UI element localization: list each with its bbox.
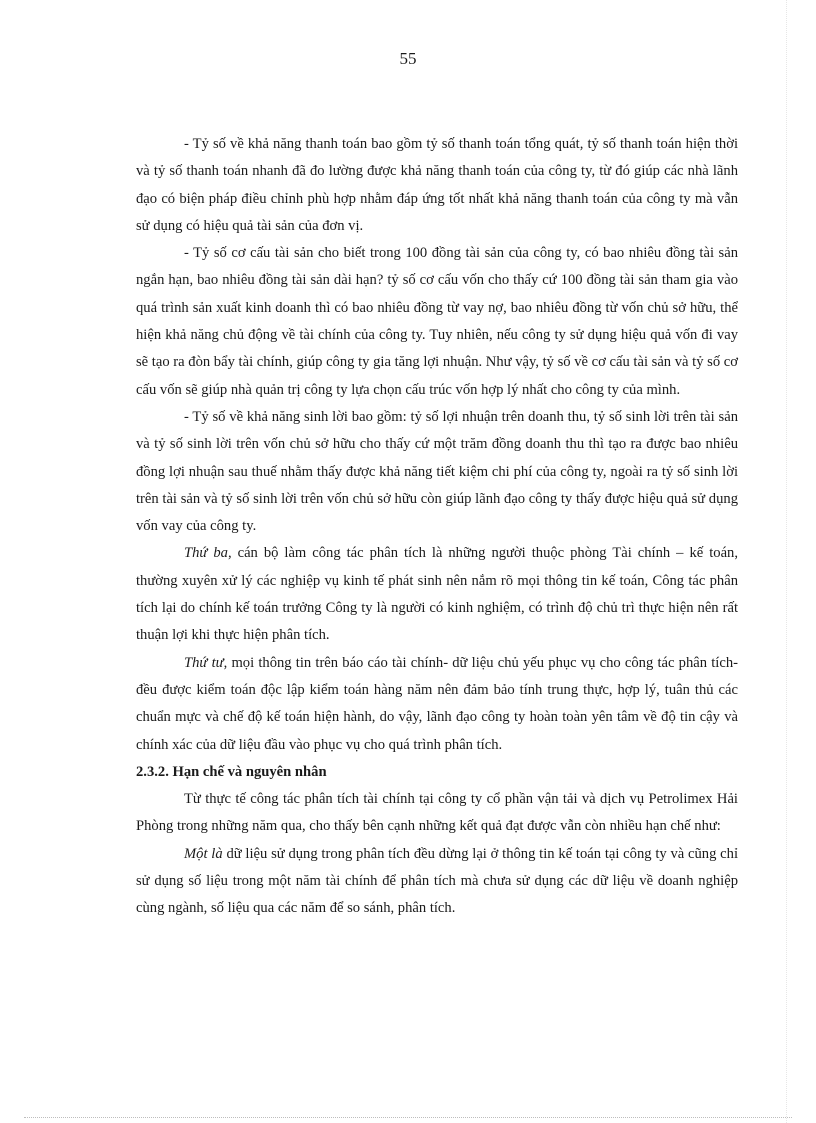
text-mot-la: dữ liệu sử dụng trong phân tích đều dừng lại ở thông tin kế toán tại công ty và cũng chỉ sử dụng số liệu trong một năm tài chính để phân tích mà chưa sử dụng các dữ liệu về doanh nghiệp cùng ngành, số liệu qua các năm để so sánh, phân tích. [136, 845, 739, 917]
page-number: 55 [399, 49, 417, 68]
lead-thu-tu: Thứ tư [184, 654, 224, 671]
lead-mot-la: Một là [184, 845, 223, 862]
paragraph-profitability-ratios: - Tỷ số về khả năng sinh lời bao gồm: tỷ số lợi nhuận trên doanh thu, tỷ số sinh lời trên tài sản và tỷ số sinh lời trên vốn chủ sở hữu cho thấy cứ một trăm đồng doanh thu thì tạo ra được bao nhiêu đồng lợi nhuận sau thuế nhằm thấy được khả năng tiết kiệm chi phí của công ty, ngoài ra tỷ số sinh lời trên tài sản và tỷ số sinh lời trên vốn chủ sở hữu còn giúp lãnh đạo công ty thấy được hiệu quả sử dụng vốn vay của công ty. [136, 408, 738, 535]
paragraph-thu-ba [136, 540, 738, 649]
page-body [136, 131, 738, 923]
text-thu-tu: , mọi thông tin trên báo cáo tài chính- dữ liệu chủ yếu phục vụ cho công tác phân tích- đều được kiểm toán độc lập kiểm toán hàng năm nên đảm bảo tính trung thực, hợp lý, tuân thủ các chuẩn mực và chế độ kế toán hiện hành, do vậy, lãnh đạo công ty hoàn toàn yên tâm về độ tin cậy và chính xác của dữ liệu đầu vào phục vụ cho quá trình phân tích. [136, 654, 738, 753]
paragraph-intro: Từ thực tế công tác phân tích tài chính tại công ty cổ phần vận tải và dịch vụ Petrolimex Hải Phòng trong những năm qua, cho thấy bên cạnh những kết quả đạt được vẫn còn nhiều hạn chế như: [136, 791, 738, 835]
paragraph-mot-la [136, 841, 738, 923]
text-thu-ba: , cán bộ làm công tác phân tích là những người thuộc phòng Tài chính – kế toán, thường xuyên xử lý các nghiệp vụ kinh tế phát sinh nên nắm rõ mọi thông tin kế toán, Công tác phân tích lại do chính kế toán trưởng Công ty là người có kinh nghiệm, có trình độ chủ trì thực hiện nên rất thuận lợi khi thực hiện phân tích. [136, 545, 738, 644]
paragraph-liquidity-ratios: - Tỷ số về khả năng thanh toán bao gồm tỷ số thanh toán tổng quát, tỷ số thanh toán hiện thời và tỷ số thanh toán nhanh đã đo lường được khả năng thanh toán của công ty, từ đó giúp các nhà lãnh đạo có biện pháp điều chỉnh phù hợp nhằm đáp ứng tốt nhất khả năng thanh toán của công ty mà vẫn sử dụng có hiệu quả tài sản của đơn vị. [136, 136, 738, 234]
lead-thu-ba: Thứ ba [184, 545, 228, 562]
right-margin-line [786, 0, 787, 1123]
bottom-divider [24, 1117, 792, 1118]
paragraph-structure-ratios: - Tỷ số cơ cấu tài sản cho biết trong 100 đồng tài sản của công ty, có bao nhiêu đồng tài sản ngắn hạn, bao nhiêu đồng tài sản dài hạn? tỷ số cơ cấu vốn cho thấy cứ 100 đồng tài sản tham gia vào quá trình sản xuất kinh doanh thì có bao nhiêu đồng từ vay nợ, bao nhiêu đồng từ vốn chủ sở hữu, thể hiện khả năng chủ động về tài chính của công ty. Tuy nhiên, nếu công ty sử dụng hiệu quả vốn đi vay sẽ tạo ra đòn bẩy tài chính, giúp công ty gia tăng lợi nhuận. Như vậy, tỷ số về cơ cấu tài sản và tỷ số cơ cấu vốn sẽ giúp nhà quản trị công ty lựa chọn cấu trúc vốn hợp lý nhất cho công ty của mình. [136, 245, 738, 398]
paragraph-thu-tu [136, 650, 738, 759]
section-heading: 2.3.2. Hạn chế và nguyên nhân [136, 763, 327, 780]
